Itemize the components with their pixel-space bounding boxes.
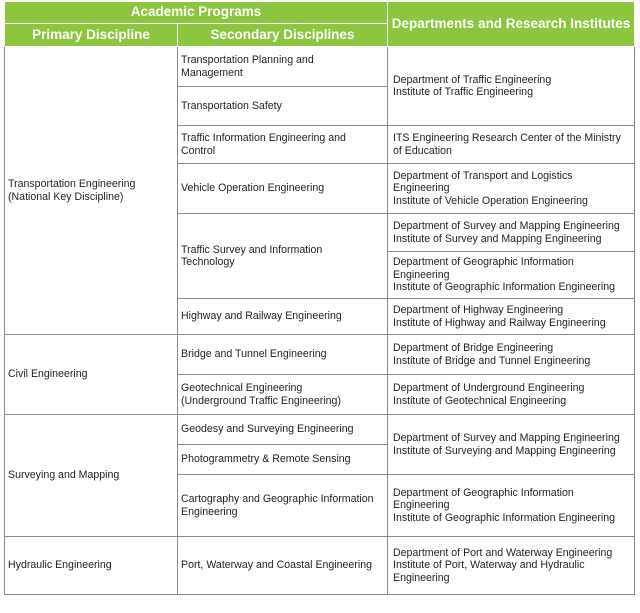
department-cell: Department of Bridge Engineering Institute of Bridge and Tunnel Engineering [388,335,635,375]
secondary-discipline-cell: Vehicle Operation Engineering [178,164,388,214]
secondary-discipline-cell: Geodesy and Surveying Engineering [178,415,388,445]
secondary-discipline-cell: Highway and Railway Engineering [178,299,388,335]
secondary-discipline-cell: Cartography and Geographic Information Engineering [178,475,388,537]
secondary-discipline-cell: Port, Waterway and Coastal Engineering [178,537,388,595]
department-cell: Department of Geographic Information Engineering Institute of Geographic Information Engineering [388,475,635,537]
secondary-discipline-cell: Transportation Safety [178,87,388,126]
academic-programs-table [4,1,635,595]
academic-programs-header: Academic Programs [5,2,388,24]
department-cell: Department of Transport and Logistics Engineering Institute of Vehicle Operation Engineering [388,164,635,214]
secondary-discipline-cell: Traffic Survey and Information Technology [178,214,388,299]
secondary-discipline-cell: Bridge and Tunnel Engineering [178,335,388,375]
secondary-disciplines-header: Secondary Disciplines [178,24,388,47]
primary-discipline-header: Primary Discipline [5,24,178,47]
department-cell: Department of Geographic Information Engineering Institute of Geographic Information Engineering [388,252,635,299]
primary-discipline-cell: Surveying and Mapping [5,415,178,537]
department-cell: Department of Underground Engineering Institute of Geotechnical Engineering [388,375,635,415]
department-cell: Department of Highway Engineering Institute of Highway and Railway Engineering [388,299,635,335]
department-cell: Department of Traffic Engineering Institute of Traffic Engineering [388,47,635,126]
secondary-discipline-cell: Traffic Information Engineering and Control [178,126,388,164]
secondary-discipline-cell: Photogrammetry & Remote Sensing [178,445,388,475]
primary-discipline-cell: Transportation Engineering (National Key Discipline) [5,47,178,335]
secondary-discipline-cell: Transportation Planning and Management [178,47,388,87]
department-cell: Department of Survey and Mapping Engineering Institute of Survey and Mapping Engineering [388,214,635,252]
primary-discipline-cell: Hydraulic Engineering [5,537,178,595]
primary-discipline-cell: Civil Engineering [5,335,178,415]
secondary-discipline-cell: Geotechnical Engineering (Underground Traffic Engineering) [178,375,388,415]
department-cell: Department of Survey and Mapping Engineering Institute of Surveying and Mapping Engineering [388,415,635,475]
department-cell: ITS Engineering Research Center of the Ministry of Education [388,126,635,164]
departments-header: Departments and Research Institutes [388,2,635,47]
department-cell: Department of Port and Waterway Engineering Institute of Port, Waterway and Hydraulic Engineering [388,537,635,595]
